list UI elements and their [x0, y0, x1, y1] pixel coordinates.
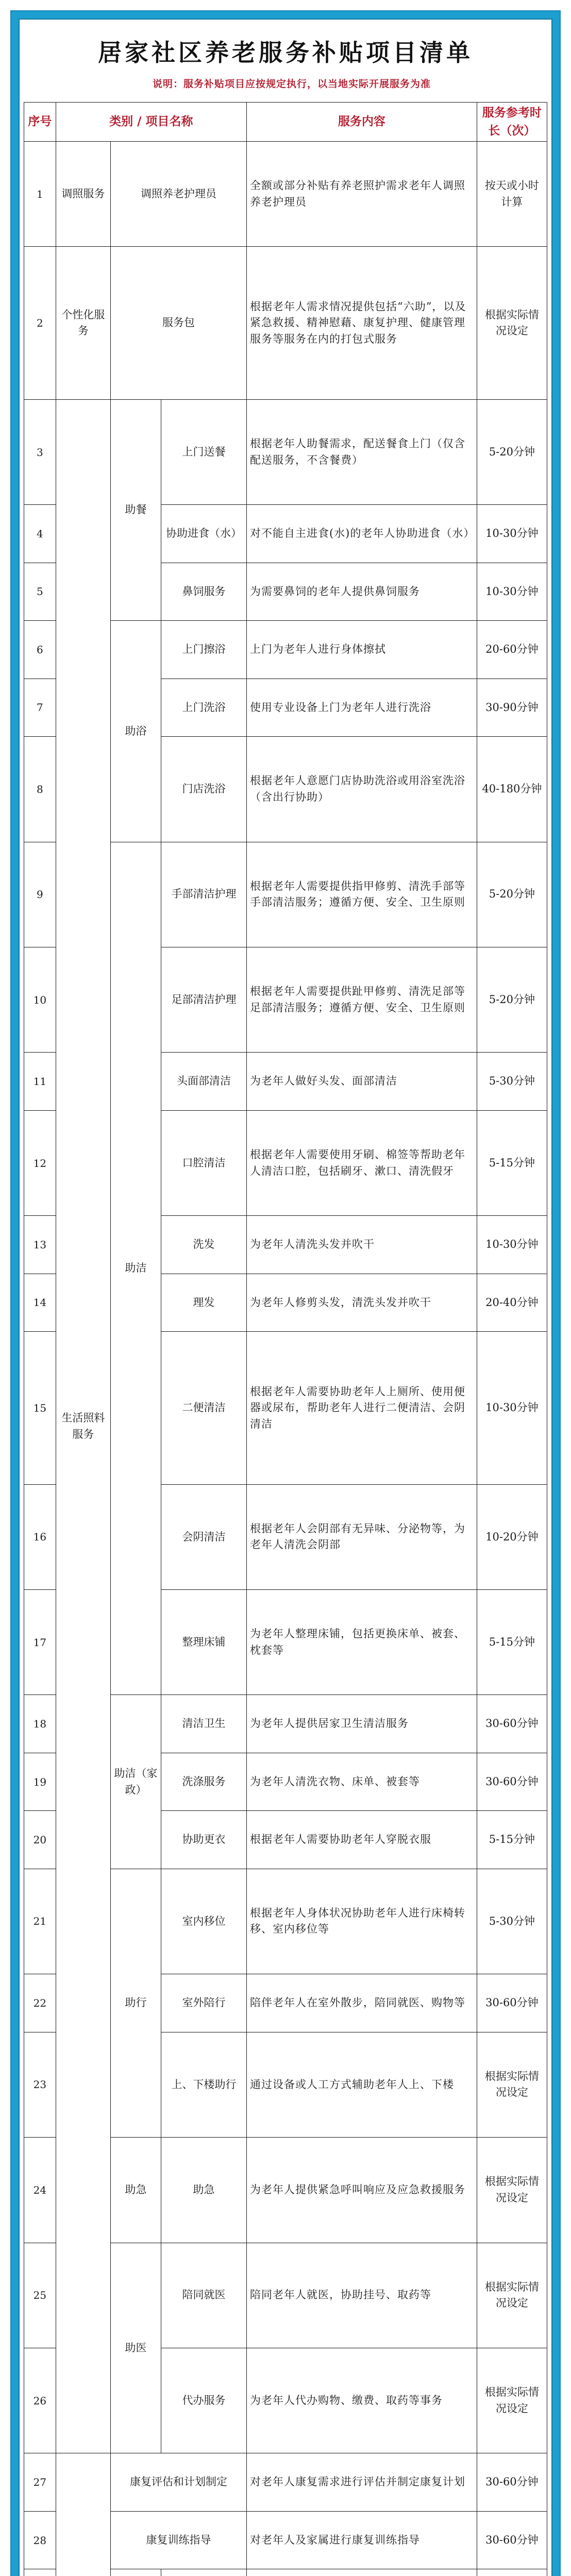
row-number: 5 [24, 563, 56, 620]
row-number: 19 [24, 1753, 56, 1810]
service-time: 根据实际情况设定 [477, 2243, 547, 2348]
row-number: 12 [24, 1110, 56, 1215]
row-number: 28 [24, 2511, 56, 2569]
item-name: 代办服务 [161, 2348, 246, 2453]
table-header-row [24, 103, 547, 142]
item-name: 调照养老护理员 [111, 142, 247, 247]
row-number: 1 [24, 142, 56, 247]
service-content: 根据老年人需要协助老年人穿脱衣服 [246, 1811, 477, 1869]
row-number: 18 [24, 1695, 56, 1753]
row-number: 13 [24, 1216, 56, 1274]
table-row [24, 142, 547, 247]
service-time: 5-15分钟 [477, 1590, 547, 1695]
document-panel [19, 19, 552, 2576]
item-name: 理发 [161, 1274, 246, 1331]
service-content: 通过设备或人工方式辅助老年人上、下楼 [246, 2032, 477, 2137]
service-time: 30-60分钟 [477, 2511, 547, 2569]
category-cell: 调照服务 [56, 142, 110, 247]
subcategory-cell [111, 2569, 161, 2576]
table-row [24, 247, 547, 399]
service-content: 为老年人修剪头发，清洗头发并吹干 [246, 1274, 477, 1331]
service-time: 30-60分钟 [477, 1974, 547, 2032]
service-time: 30-60分钟 [477, 1695, 547, 1753]
service-content: 为老年人代办购物、缴费、取药等事务 [246, 2348, 477, 2453]
service-time: 10-30分钟 [477, 563, 547, 620]
header-time: 服务参考时长（次） [477, 103, 547, 142]
service-time: 10-20分钟 [477, 1484, 547, 1589]
item-name: 协助进食（水） [161, 505, 246, 563]
row-number: 27 [24, 2453, 56, 2511]
subcategory-cell: 助行 [111, 1869, 161, 2137]
service-content: 根据老年人需要使用牙刷、棉签等帮助老年人清洁口腔，包括刷牙、漱口、清洗假牙 [246, 1110, 477, 1215]
service-time: 根据实际情况设定 [477, 2138, 547, 2243]
row-number: 20 [24, 1811, 56, 1869]
service-time: 根据实际情况设定 [477, 247, 547, 399]
item-name: 陪同就医 [161, 2243, 246, 2348]
service-time: 10-30分钟 [477, 505, 547, 563]
row-number: 22 [24, 1974, 56, 2032]
service-time: 10-30分钟 [477, 1216, 547, 1274]
row-number: 4 [24, 505, 56, 563]
item-name: 室外陪行 [161, 1974, 246, 2032]
subcategory-cell: 助急 [111, 2138, 161, 2243]
service-content: 为老年人清洗衣物、床单、被套等 [246, 1753, 477, 1810]
table-body [24, 142, 547, 2576]
subcategory-cell: 助餐 [111, 399, 161, 620]
item-name: 康复评估和计划制定 [111, 2453, 247, 2511]
service-time: 根据实际情况设定 [477, 2348, 547, 2453]
item-name: 康复训练指导 [111, 2511, 247, 2569]
item-name: 上门洗浴 [161, 679, 246, 736]
item-name: 口腔清洁 [161, 1110, 246, 1215]
service-time: 按天或小时计算 [477, 142, 547, 247]
service-content: 根据老年人意愿门店协助洗浴或用浴室洗浴（含出行协助） [246, 737, 477, 842]
row-number: 24 [24, 2138, 56, 2243]
service-time: 40-180分钟 [477, 737, 547, 842]
row-number: 26 [24, 2348, 56, 2453]
service-time: 5-20分钟 [477, 947, 547, 1052]
service-content: 陪同老年人就医，协助挂号、取药等 [246, 2243, 477, 2348]
item-name: 二便清洁 [161, 1332, 246, 1484]
item-name [161, 2569, 246, 2576]
service-content: 为老年人提供紧急呼叫响应及应急救援服务 [246, 2138, 477, 2243]
service-time: 5-15分钟 [477, 1811, 547, 1869]
item-name: 协助更衣 [161, 1811, 246, 1869]
subcategory-cell: 助医 [111, 2243, 161, 2453]
item-name: 整理床铺 [161, 1590, 246, 1695]
item-name: 上门送餐 [161, 399, 246, 504]
service-content: 对不能自主进食(水)的老年人协助进食（水） [246, 505, 477, 563]
service-time: 5-20分钟 [477, 399, 547, 504]
row-number: 3 [24, 399, 56, 504]
item-name: 清洁卫生 [161, 1695, 246, 1753]
item-name: 助急 [161, 2138, 246, 2243]
item-name: 手部清洁护理 [161, 842, 246, 947]
header-no: 序号 [24, 103, 56, 142]
header-content: 服务内容 [246, 103, 477, 142]
service-content: 根据老年人身体状况协助老年人进行床椅转移、室内移位等 [246, 1869, 477, 1974]
service-time: 30-60分钟 [477, 2453, 547, 2511]
subcategory-cell: 助洁 [111, 842, 161, 1695]
page-border [10, 10, 561, 2576]
row-number: 7 [24, 679, 56, 736]
service-content: 使用专业设备上门为老年人进行洗浴 [246, 679, 477, 736]
service-time: 30-90分钟 [477, 679, 547, 736]
row-number: 10 [24, 947, 56, 1052]
service-content: 为老年人整理床铺，包括更换床单、被套、枕套等 [246, 1590, 477, 1695]
service-time: 5-30分钟 [477, 1053, 547, 1110]
service-time: 5-30分钟 [477, 1869, 547, 1974]
service-time: 20-60分钟 [477, 621, 547, 679]
table-row [24, 2453, 547, 2511]
service-content: 根据老年人需要提供趾甲修剪、清洗足部等足部清洁服务；遵循方便、安全、卫生原则 [246, 947, 477, 1052]
service-content: 对老年人康复需求进行评估并制定康复计划 [246, 2453, 477, 2511]
service-content: 为老年人清洗头发并吹干 [246, 1216, 477, 1274]
subcategory-cell: 助洁（家政） [111, 1695, 161, 1869]
item-name: 洗发 [161, 1216, 246, 1274]
subcategory-cell: 助浴 [111, 621, 161, 842]
service-content: 为需要鼻饲的老年人提供鼻饲服务 [246, 563, 477, 620]
service-content: 根据老年人需要协助老年人上厕所、使用便器或尿布，帮助老年人进行二便清洁、会阴清洁 [246, 1332, 477, 1484]
item-name: 室内移位 [161, 1869, 246, 1974]
service-content: 陪伴老年人在室外散步，陪同就医、购物等 [246, 1974, 477, 2032]
service-time: 10-30分钟 [477, 1332, 547, 1484]
service-content: 根据老年人助餐需求，配送餐食上门（仅含配送服务，不含餐费） [246, 399, 477, 504]
service-time: 30-60分钟 [477, 1753, 547, 1810]
row-number: 15 [24, 1332, 56, 1484]
row-number: 23 [24, 2032, 56, 2137]
item-name: 会阴清洁 [161, 1484, 246, 1589]
item-name: 服务包 [111, 247, 247, 399]
row-number: 17 [24, 1590, 56, 1695]
service-time: 根据实际情况设定 [477, 2032, 547, 2137]
service-time: 20-40分钟 [477, 1274, 547, 1331]
item-name: 头面部清洁 [161, 1053, 246, 1110]
row-number [24, 2569, 56, 2576]
category-cell: 生活照料服务 [56, 399, 110, 2453]
item-name: 洗涤服务 [161, 1753, 246, 1810]
service-content: 根据老年人需要提供指甲修剪、清洗手部等手部清洁服务；遵循方便、安全、卫生原则 [246, 842, 477, 947]
header-category: 类别 / 项目名称 [56, 103, 246, 142]
item-name: 足部清洁护理 [161, 947, 246, 1052]
service-table [24, 102, 547, 2576]
service-content [246, 2569, 477, 2576]
page-title: 居家社区养老服务补贴项目清单 [98, 39, 473, 66]
row-number: 14 [24, 1274, 56, 1331]
row-number: 2 [24, 247, 56, 399]
category-cell [56, 2453, 110, 2576]
table-row [24, 399, 547, 504]
row-number: 21 [24, 1869, 56, 1974]
row-number: 11 [24, 1053, 56, 1110]
service-content: 根据老年人需求情况提供包括“六助”，以及紧急救援、精神慰藉、康复护理、健康管理服务等服务在内的打包式服务 [246, 247, 477, 399]
service-content: 上门为老年人进行身体擦拭 [246, 621, 477, 679]
row-number: 8 [24, 737, 56, 842]
item-name: 门店洗浴 [161, 737, 246, 842]
table-container [24, 102, 547, 2576]
service-content: 全额或部分补贴有养老照护需求老年人调照养老护理员 [246, 142, 477, 247]
service-time: 5-20分钟 [477, 842, 547, 947]
row-number: 6 [24, 621, 56, 679]
service-content: 为老年人做好头发、面部清洁 [246, 1053, 477, 1110]
row-number: 16 [24, 1484, 56, 1589]
service-time [477, 2569, 547, 2576]
service-content: 为老年人提供居家卫生清洁服务 [246, 1695, 477, 1753]
service-content: 根据老年人会阴部有无异味、分泌物等，为老年人清洗会阴部 [246, 1484, 477, 1589]
item-name: 上、下楼助行 [161, 2032, 246, 2137]
item-name: 上门擦浴 [161, 621, 246, 679]
item-name: 鼻饲服务 [161, 563, 246, 620]
category-cell: 个性化服务 [56, 247, 110, 399]
service-time: 5-15分钟 [477, 1110, 547, 1215]
note-text: 说明：服务补贴项目应按规定执行，以当地实际开展服务为准 [152, 78, 431, 90]
row-number: 9 [24, 842, 56, 947]
row-number: 25 [24, 2243, 56, 2348]
service-content: 对老年人及家属进行康复训练指导 [246, 2511, 477, 2569]
